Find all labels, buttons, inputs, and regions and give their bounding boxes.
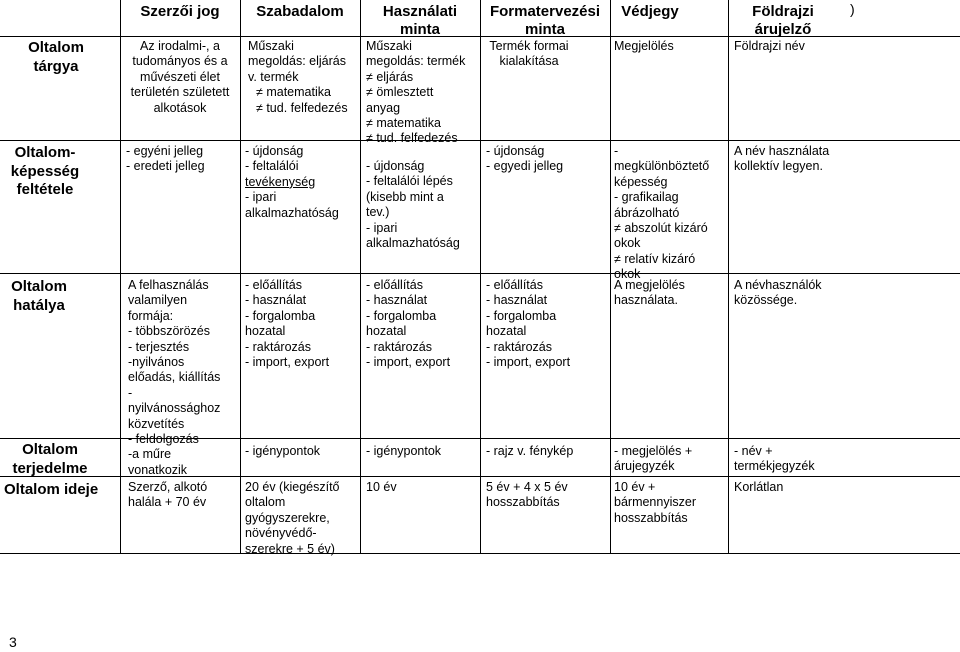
column-divider [480,0,481,553]
cell-ideje-vedjegy: 10 év + bármennyiszer hosszabbítás [614,480,696,525]
cell-kepesseg-foldrajzi: A név használata kollektív legyen. [734,144,830,174]
cell-hatalya-hasznalati: - előállítás - használat - forgalomba hozatal - raktározás - import, export [366,278,451,370]
cell-terjedelme-vedjegy: - megjelölés + árujegyzék [614,444,693,474]
cell-hatalya-szerzoi: A felhasználás valamilyen formája: - többszörözés - terjesztés -nyilvános előadás, kiállítás - nyilvánossághoz közvetítés - feldolgozás -a műre vonatkozik [128,278,221,477]
cell-kepesseg-szabadalom: - újdonság - feltalálói tevékenység - ipari alkalmazhatóság [245,144,339,220]
cell-ideje-szerzoi: Szerző, alkotó halála + 70 év [128,480,208,510]
cell-targya-foldrajzi: Földrajzi név [734,39,805,53]
cell-kepesseg-szerzoi: - egyéni jelleg - eredeti jelleg [126,144,205,174]
cell-terjedelme-szabadalom: - igénypontok [245,444,321,458]
header-formatervezesi-minta: Formatervezési minta [489,3,601,38]
stray-parenthesis: ) [850,1,855,17]
cell-ideje-szabadalom: 20 év (kiegészítő oltalom gyógyszerekre, növényvédő- szerekre + 5 év) [245,480,340,556]
cell-kepesseg-formatervezesi: - újdonság - egyedi jelleg [486,144,564,174]
row-label-hatalya: Oltalom hatálya [11,278,67,314]
cell-targya-formatervezesi: Termék formai kialakítása [489,39,569,69]
cell-terjedelme-formatervezesi: - rajz v. fénykép [486,444,574,458]
cell-targya-vedjegy: Megjelölés [614,39,674,53]
cell-ideje-formatervezesi: 5 év + 4 x 5 év hosszabbítás [486,480,568,510]
cell-hatalya-formatervezesi: - előállítás - használat - forgalomba hozatal - raktározás - import, export [486,278,571,370]
header-vedjegy: Védjegy [621,3,679,20]
cell-kepesseg-vedjegy: - megkülönböztető képesség - grafikailag ábrázolható ≠ abszolút kizáró okok ≠ relatív kizáró okok [614,144,710,282]
row-divider [0,553,960,554]
cell-hatalya-szabadalom: - előállítás - használat - forgalomba hozatal - raktározás - import, export [245,278,330,370]
header-szerzoi-jog: Szerzői jog [140,3,220,20]
column-divider [610,0,611,553]
row-label-targya: Oltalom tárgya [28,39,84,75]
row-label-terjedelme: Oltalom terjedelme [12,441,88,477]
cell-targya-hasznalati: Műszaki megoldás: termék ≠ eljárás ≠ ömlesztett anyag ≠ matematika ≠ tud. felfedezés [366,39,466,146]
column-divider [360,0,361,553]
cell-hatalya-foldrajzi: A névhasználók közössége. [734,278,822,308]
cell-targya-szabadalom: Műszaki megoldás: eljárás v. termék ≠ matematika ≠ tud. felfedezés [248,39,348,115]
cell-terjedelme-hasznalati: - igénypontok [366,444,442,458]
cell-terjedelme-foldrajzi: - név + termékjegyzék [734,444,815,474]
row-label-ideje: Oltalom ideje [4,481,99,498]
cell-kepesseg-hasznalati: - újdonság - feltalálói lépés (kisebb mint a tev.) - ipari alkalmazhatóság [366,159,460,251]
cell-ideje-foldrajzi: Korlátlan [734,480,784,494]
column-divider [728,0,729,553]
header-foldrajzi-arujelzo: Földrajzi árujelző [752,3,814,38]
page-number: 3 [9,634,17,650]
column-divider [240,0,241,553]
cell-ideje-hasznalati: 10 év [366,480,397,494]
row-divider [0,140,960,141]
header-hasznalati-minta: Használati minta [382,3,458,38]
row-label-kepesseg: Oltalom- képesség feltétele [10,144,80,198]
row-divider [0,273,960,274]
cell-targya-szerzoi: Az irodalmi-, a tudományos és a művészeti élet területén született alkotások [130,39,230,115]
header-szabadalom: Szabadalom [256,3,344,20]
cell-hatalya-vedjegy: A megjelölés használata. [614,278,685,308]
